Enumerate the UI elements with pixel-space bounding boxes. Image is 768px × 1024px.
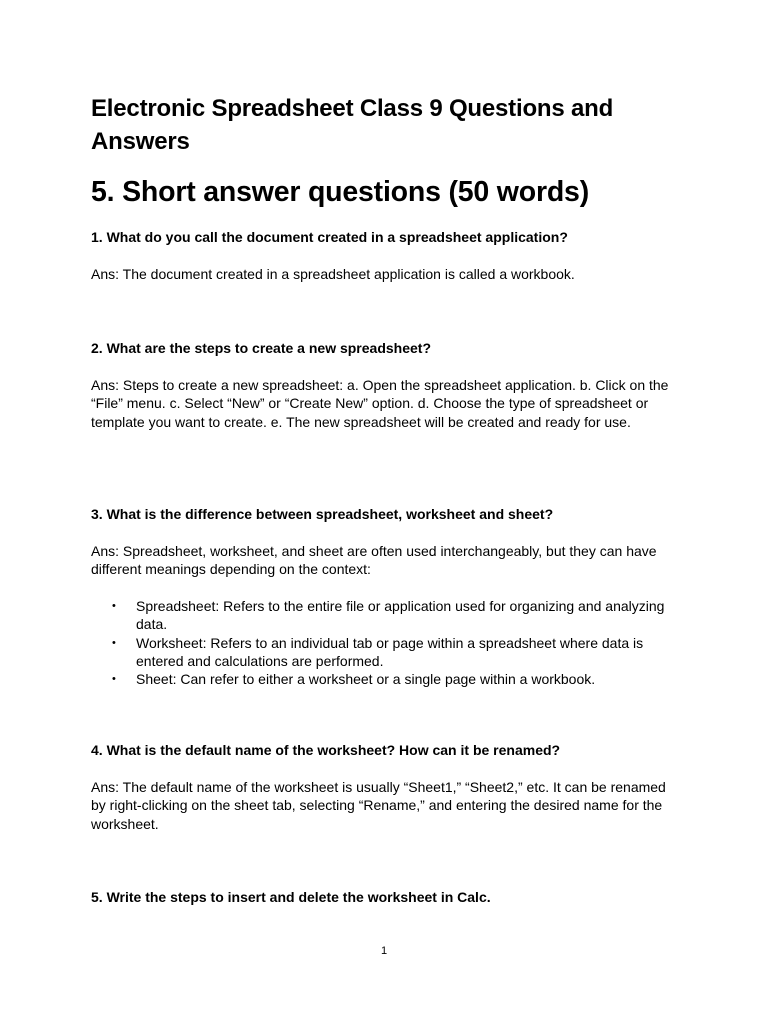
bullet-icon: • xyxy=(112,673,116,686)
answer-2: Ans: Steps to create a new spreadsheet: a. Open the spreadsheet application. b. Click on the “File” menu. c. Select “New” or “Create New” option. d. Choose the type of spreadsheet or template you want to create. e. The new spreadsheet will be created and ready for use. xyxy=(91,377,669,430)
question-4: 4. What is the default name of the worksheet? How can it be renamed? xyxy=(91,742,561,758)
list-item xyxy=(112,597,682,634)
answer-4: Ans: The default name of the worksheet is usually “Sheet1,” “Sheet2,” etc. It can be renamed by right-clicking on the sheet tab, selecting “Rename,” and entering the desired name for the worksheet. xyxy=(91,779,666,832)
list-item xyxy=(112,670,682,688)
document-title: Electronic Spreadsheet Class 9 Questions and Answers xyxy=(91,95,614,155)
answer-1: Ans: The document created in a spreadsheet application is called a workbook. xyxy=(91,266,575,282)
question-5: 5. Write the steps to insert and delete the worksheet in Calc. xyxy=(91,889,491,905)
question-1: 1. What do you call the document created in a spreadsheet application? xyxy=(91,229,568,245)
list-item-text: Worksheet: Refers to an individual tab or page within a spreadsheet where data is entered and calculations are performed. xyxy=(136,634,644,669)
bullet-list xyxy=(112,597,682,688)
question-2: 2. What are the steps to create a new spreadsheet? xyxy=(91,340,432,356)
list-item-text: Sheet: Can refer to either a worksheet or a single page within a workbook. xyxy=(136,671,596,688)
page-number: 1 xyxy=(380,945,388,957)
answer-3: Ans: Spreadsheet, worksheet, and sheet are often used interchangeably, but they can have different meanings depending on the context: xyxy=(91,543,657,578)
question-3: 3. What is the difference between spreadsheet, worksheet and sheet? xyxy=(91,506,554,522)
bullet-icon: • xyxy=(112,600,116,612)
section-heading: 5. Short answer questions (50 words) xyxy=(91,176,589,208)
bullet-icon: • xyxy=(112,636,116,649)
list-item xyxy=(112,634,682,671)
list-item-text: Spreadsheet: Refers to the entire file or application used for organizing and analyzing data. xyxy=(136,598,665,633)
